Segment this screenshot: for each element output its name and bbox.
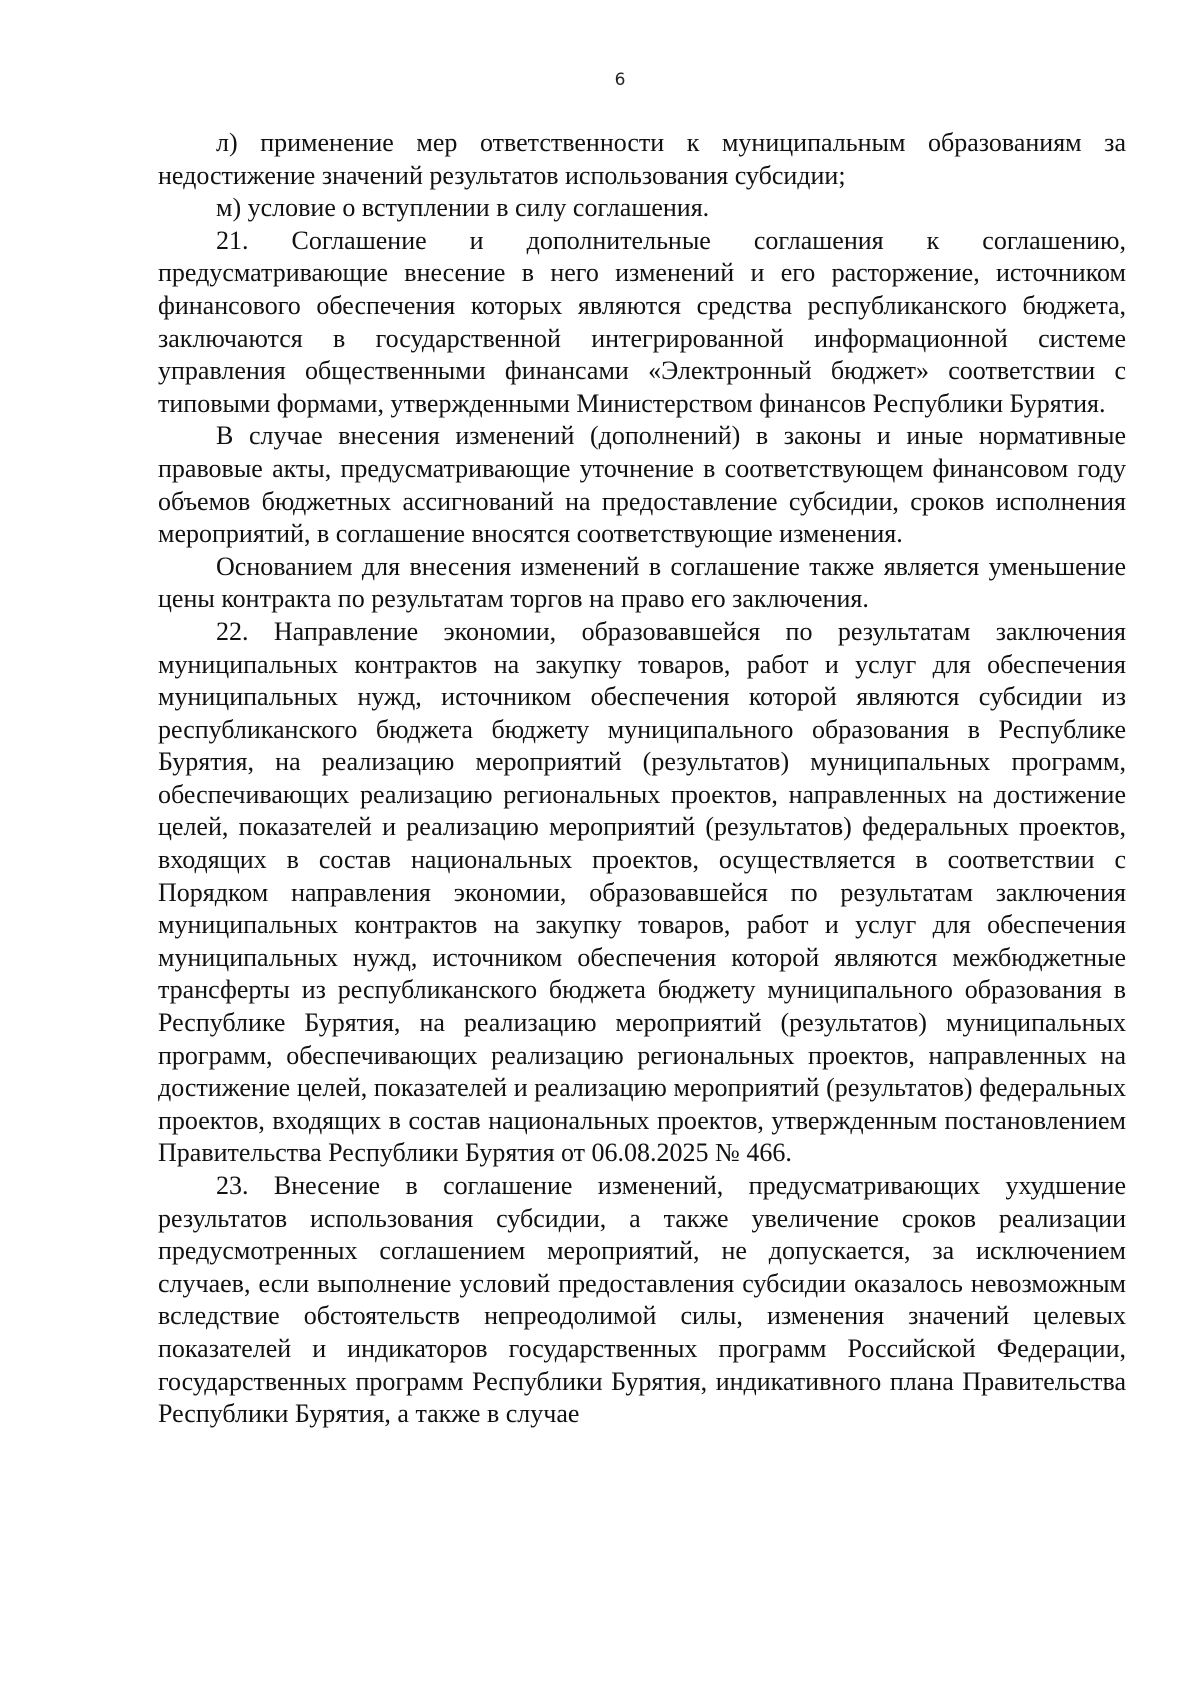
- page-number: 6: [614, 70, 626, 90]
- paragraph-23-agreement-changes: 23. Внесение в соглашение изменений, предусматривающих ухудшение результатов использования субсидии, а также увеличение сроков реализации предусмотренных соглашением мероприятий, не допускается, за исключением случаев, если выполнение условий предоставления субсидии оказалось невозможным вследствие обстоятельств непреодолимой силы, изменения значений целевых показателей и индикаторов государственных программ Российской Федерации, государственных программ Республики Бурятия, индикативного плана Правительства Республики Бурятия, а также в случае: [158, 1171, 1126, 1429]
- paragraph-22-savings-direction: 22. Направление экономии, образовавшейся по результатам заключения муниципальных контрактов на закупку товаров, работ и услуг для обеспечения муниципальных нужд, источником обеспечения которой являются субсидии из республиканского бюджета бюджету муниципального образования в Республике Бурятия, на реализацию мероприятий (результатов) муниципальных программ, обеспечивающих реализацию региональных проектов, направленных на достижение целей, показателей и реализацию мероприятий (результатов) федеральных проектов, входящих в состав национальных проектов, осуществляется в соответствии с Порядком направления экономии, образовавшейся по результатам заключения муниципальных контрактов на закупку товаров, работ и услуг для обеспечения муниципальных нужд, источником обеспечения которой являются межбюджетные трансферты из республиканского бюджета бюджету муниципального образования в Республике Бурятия, на реализацию мероприятий (результатов) муниципальных программ, обеспечивающих реализацию региональных проектов, направленных на достижение целей, показателей и реализацию мероприятий (результатов) федеральных проектов, входящих в состав национальных проектов, утвержденным постановлением Правительства Республики Бурятия от 06.08.2025 № 466.: [158, 616, 1126, 1168]
- paragraph-amendments-case: В случае внесения изменений (дополнений) в законы и иные нормативные правовые акты, предусматривающие уточнение в соответствующем финансовом году объемов бюджетных ассигнований на предоставление субсидии, сроков исполнения мероприятий, в соглашение вносятся соответствующие изменения.: [158, 421, 1126, 549]
- paragraph-l-responsibility-measures: л) применение мер ответственности к муниципальным образованиям за недостижение значений результатов использования субсидии;: [158, 128, 1126, 190]
- paragraph-m-entry-into-force: м) условие о вступлении в силу соглашения.: [216, 193, 710, 223]
- paragraph-21-agreement: 21. Соглашение и дополнительные соглашения к соглашению, предусматривающие внесение в него изменений и его расторжение, источником финансового обеспечения которых являются средства республиканского бюджета, заключаются в государственной интегрированной информационной системе управления общественными финансами «Электронный бюджет» соответствии с типовыми формами, утвержденными Министерством финансов Республики Бурятия.: [158, 225, 1126, 418]
- paragraph-amendment-basis: Основанием для внесения изменений в соглашение также является уменьшение цены контракта по результатам торгов на право его заключения.: [158, 551, 1126, 614]
- document-body: [158, 127, 1126, 1431]
